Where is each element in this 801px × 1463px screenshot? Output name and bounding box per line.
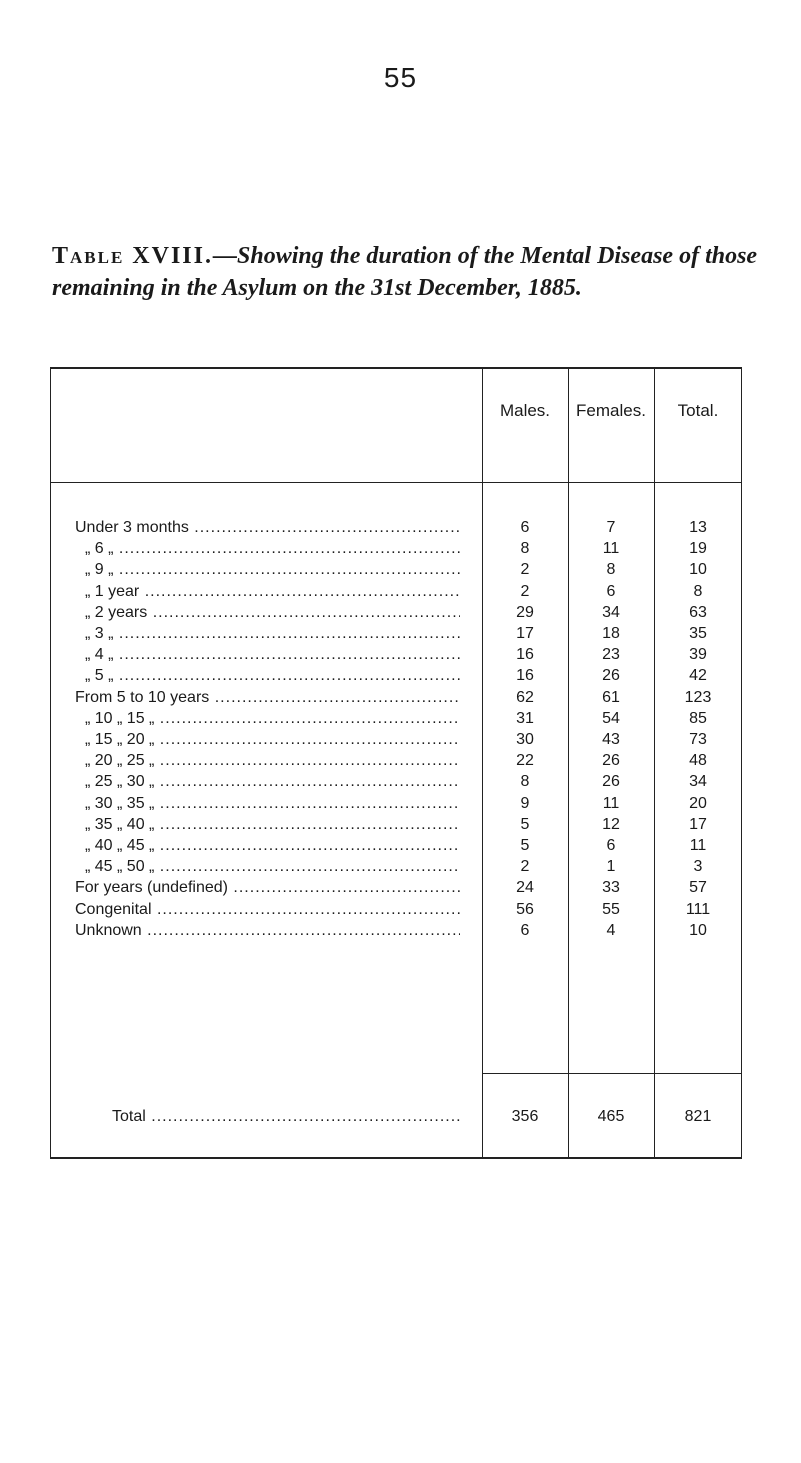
females-value: 4 xyxy=(606,921,616,939)
table-row xyxy=(0,922,801,943)
total-value: 42 xyxy=(689,667,707,685)
females-value: 6 xyxy=(606,582,616,600)
females-value: 7 xyxy=(606,519,616,536)
total-males: 356 xyxy=(511,1108,539,1125)
table-number: Table XVIII. xyxy=(52,243,213,269)
males-value: 8 xyxy=(520,540,530,558)
total-value: 34 xyxy=(689,773,707,791)
females-value: 23 xyxy=(602,646,620,664)
row-label: „ 10 „ 15 „ ..... xyxy=(75,710,460,728)
females-value: 26 xyxy=(602,752,620,770)
column-header-total: Total. xyxy=(677,401,719,420)
header-rule xyxy=(50,482,742,483)
females-value: 6 xyxy=(606,837,616,854)
column-header-males: Males. xyxy=(499,401,551,420)
row-label: „ 3 „ ..... xyxy=(75,625,460,643)
females-value: 61 xyxy=(602,688,620,706)
females-value: 12 xyxy=(602,815,620,833)
total-value: 10 xyxy=(689,561,707,579)
table-row xyxy=(0,795,801,816)
females-value: 26 xyxy=(602,667,620,685)
males-value: 56 xyxy=(516,900,534,918)
table-row xyxy=(0,604,801,625)
total-value: 8 xyxy=(693,582,703,600)
row-label: „ 4 „ ..... xyxy=(75,646,460,664)
row-label: „ 5 „ ..... xyxy=(75,667,460,685)
males-value: 30 xyxy=(516,731,534,748)
total-value: 19 xyxy=(689,540,707,558)
row-label: „ 25 „ 30 „ ..... xyxy=(75,773,460,791)
females-value: 11 xyxy=(602,540,620,558)
total-rule-females xyxy=(568,1073,654,1074)
page-number: 55 xyxy=(383,62,418,93)
total-rule-males xyxy=(482,1073,568,1074)
males-value: 8 xyxy=(520,773,530,791)
row-label: „ 30 „ 35 „ ..... xyxy=(75,795,460,813)
males-value: 24 xyxy=(516,879,534,897)
total-value: 13 xyxy=(689,519,707,536)
females-value: 18 xyxy=(602,625,620,642)
total-value: 17 xyxy=(689,815,707,833)
males-value: 62 xyxy=(516,688,534,706)
total-row xyxy=(0,1108,801,1129)
row-label: Congenital ..... xyxy=(75,901,460,919)
row-label: For years (undefined) ..... xyxy=(75,879,460,897)
table-row xyxy=(0,689,801,710)
row-label: „ 15 „ 20 „ ..... xyxy=(75,731,460,749)
table-row xyxy=(0,667,801,688)
total-value: 35 xyxy=(689,625,707,642)
females-value: 54 xyxy=(602,709,620,727)
total-value: 123 xyxy=(684,688,712,706)
row-label: „ 45 „ 50 „ ..... xyxy=(75,858,460,876)
table-row xyxy=(0,625,801,646)
males-value: 17 xyxy=(516,625,534,642)
total-value: 3 xyxy=(693,858,703,876)
females-value: 11 xyxy=(602,794,620,812)
row-label: „ 9 „ ..... xyxy=(75,561,460,579)
males-value: 22 xyxy=(516,752,534,770)
table-row xyxy=(0,837,801,858)
total-value: 85 xyxy=(689,709,707,727)
males-value: 2 xyxy=(520,858,530,876)
females-value: 34 xyxy=(602,603,620,621)
table-row xyxy=(0,773,801,794)
table-row xyxy=(0,816,801,837)
table-title xyxy=(52,240,772,304)
row-label: „ 1 year ..... xyxy=(75,583,460,601)
row-label: „ 6 „ ..... xyxy=(75,540,460,558)
males-value: 9 xyxy=(520,794,530,812)
total-value: 20 xyxy=(689,794,707,812)
row-label: „ 20 „ 25 „ ..... xyxy=(75,752,460,770)
row-label: „ 35 „ 40 „ ..... xyxy=(75,816,460,834)
males-value: 6 xyxy=(520,921,530,939)
total-value: 48 xyxy=(689,752,707,770)
table-caption: —Showing the duration of the Mental Disease of those remaining in the Asylum on the 31st December, 1885. xyxy=(52,243,758,301)
total-value: 111 xyxy=(685,900,711,918)
row-label: From 5 to 10 years ..... xyxy=(75,689,460,707)
total-value: 11 xyxy=(689,837,707,854)
females-value: 55 xyxy=(602,900,620,918)
total-value: 63 xyxy=(689,603,707,621)
males-value: 6 xyxy=(520,519,530,536)
total-total: 821 xyxy=(684,1108,712,1125)
table-row xyxy=(0,710,801,731)
row-label: Under 3 months ..... xyxy=(75,519,460,537)
males-value: 5 xyxy=(520,815,530,833)
table-row xyxy=(0,879,801,900)
males-value: 31 xyxy=(516,709,534,727)
table-row xyxy=(0,583,801,604)
row-label: „ 40 „ 45 „ ..... xyxy=(75,837,460,855)
table-row xyxy=(0,519,801,540)
males-value: 16 xyxy=(516,667,534,685)
males-value: 2 xyxy=(520,561,530,579)
total-value: 39 xyxy=(689,646,707,664)
females-value: 33 xyxy=(602,879,620,897)
table-row xyxy=(0,858,801,879)
total-value: 73 xyxy=(689,731,707,748)
table-row xyxy=(0,752,801,773)
table-row xyxy=(0,561,801,582)
table-top-rule xyxy=(50,367,742,369)
males-value: 16 xyxy=(516,646,534,664)
total-rule-total xyxy=(654,1073,742,1074)
females-value: 1 xyxy=(606,858,616,876)
females-value: 8 xyxy=(606,561,616,579)
males-value: 5 xyxy=(520,837,530,854)
males-value: 29 xyxy=(516,603,534,621)
total-females: 465 xyxy=(597,1108,625,1125)
table-row xyxy=(0,540,801,561)
row-label: Unknown ..... xyxy=(75,922,460,940)
column-header-females: Females. xyxy=(576,401,646,420)
table-row xyxy=(0,731,801,752)
males-value: 2 xyxy=(520,582,530,600)
females-value: 43 xyxy=(602,731,620,748)
total-value: 57 xyxy=(689,879,707,897)
females-value: 26 xyxy=(602,773,620,791)
table-row xyxy=(0,646,801,667)
table-bottom-rule xyxy=(50,1157,742,1159)
total-label: Total ..... xyxy=(112,1108,460,1126)
total-value: 10 xyxy=(689,921,707,939)
table-row xyxy=(0,901,801,922)
row-label: „ 2 years ..... xyxy=(75,604,460,622)
